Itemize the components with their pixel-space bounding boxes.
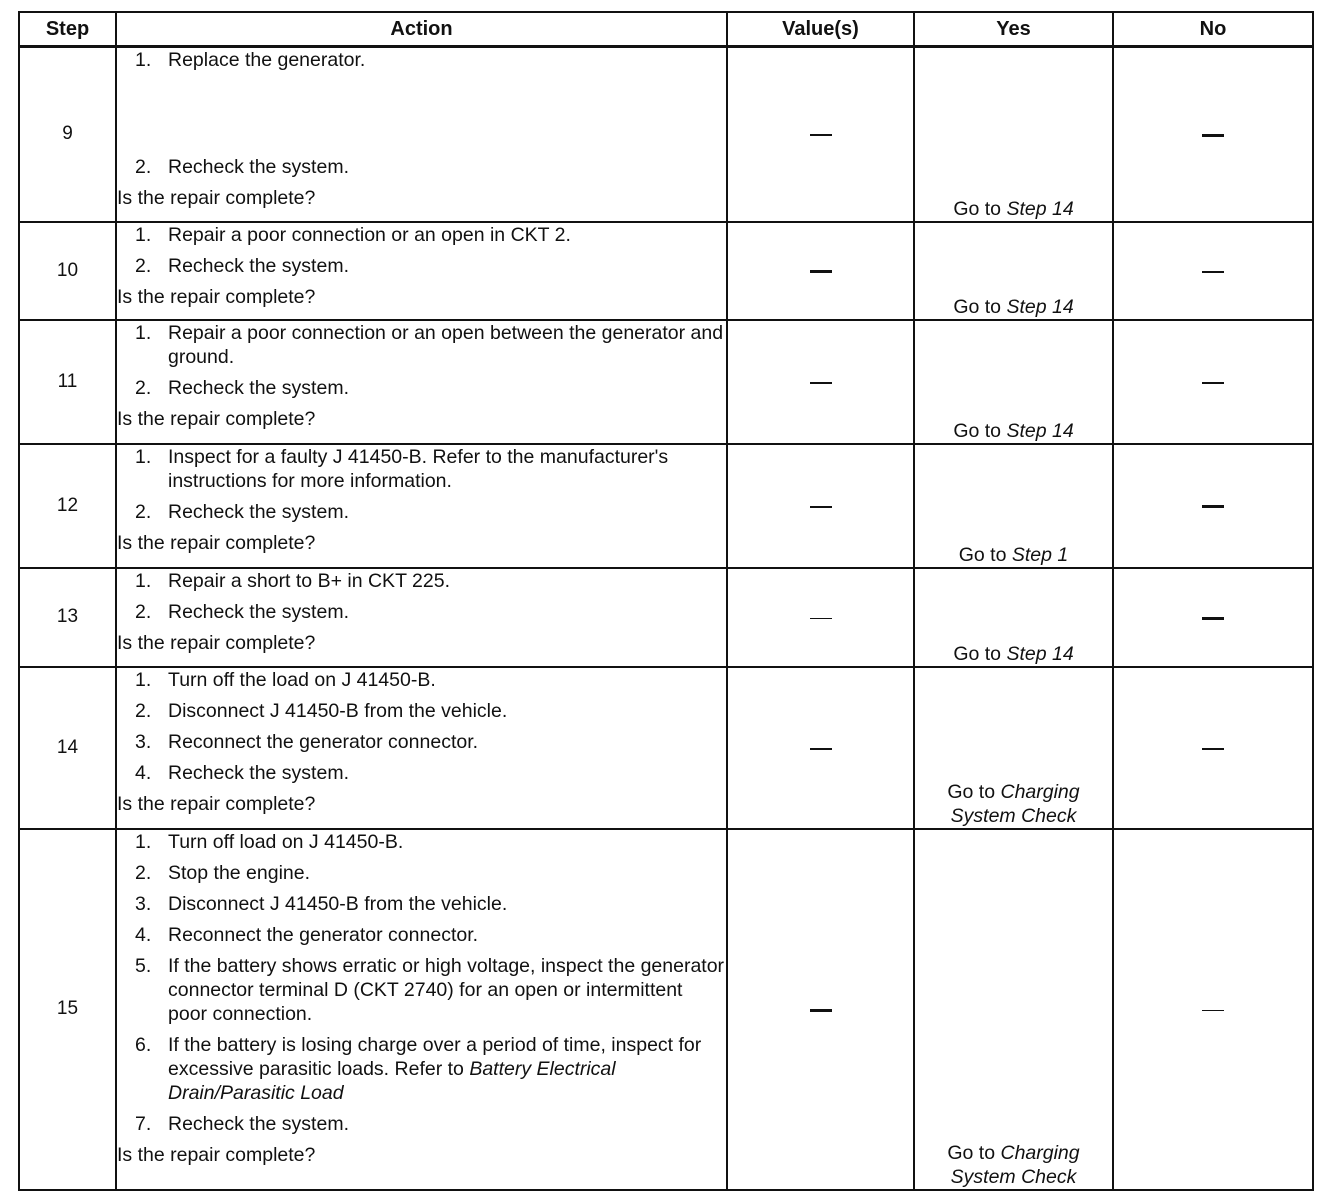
action-cell — [116, 320, 727, 444]
action-cell — [116, 47, 727, 222]
question-text: Is the repair complete? — [117, 1143, 316, 1166]
action-item: 2. Stop the engine. — [135, 861, 311, 884]
question-text: Is the repair complete? — [117, 631, 316, 654]
step-number: 10 — [19, 222, 116, 320]
action-item: 1. Repair a poor connection or an open in CKT 2. — [135, 223, 571, 246]
action-item: 1. Inspect for a faulty J 41450-B. Refer to the manufacturer's instructions for more information. — [135, 445, 669, 492]
no-cell — [1113, 667, 1313, 829]
empty-value-dash — [810, 748, 832, 750]
action-cell — [116, 829, 727, 1190]
no-cell — [1113, 222, 1313, 320]
empty-value-dash — [810, 134, 832, 136]
yes-cell: Go to Charging System Check — [914, 829, 1113, 1190]
goto-step-link[interactable]: Step 1 — [1011, 543, 1069, 566]
no-cell — [1113, 444, 1313, 568]
goto-step-link[interactable]: Step 14 — [1006, 419, 1074, 442]
empty-no-dash — [1202, 1010, 1224, 1011]
value-cell — [727, 47, 914, 222]
value-cell — [727, 444, 914, 568]
value-cell — [727, 829, 914, 1190]
table-row — [19, 222, 1313, 320]
empty-value-dash — [810, 506, 832, 508]
empty-value-dash — [810, 1009, 832, 1012]
goto-step-link[interactable]: Step 14 — [1006, 642, 1074, 665]
step-number: 12 — [19, 444, 116, 568]
header-no: No — [1113, 12, 1313, 47]
header-step: Step — [19, 12, 116, 47]
table-row — [19, 568, 1313, 667]
action-item: 1. Turn off load on J 41450-B. — [135, 830, 404, 853]
goto-charging-system-check-link[interactable]: Charging System Check — [950, 1142, 1080, 1188]
empty-no-dash — [1202, 748, 1224, 750]
battery-drain-link[interactable]: Battery Electrical Drain/Parasitic Load — [168, 1057, 616, 1104]
action-item: 2. Recheck the system. — [135, 156, 349, 178]
action-item: 2. Recheck the system. — [135, 376, 349, 399]
yes-cell: Go to Step 14 — [914, 47, 1113, 222]
diagnostic-table — [18, 11, 1314, 1191]
yes-cell: Go to Charging System Check — [914, 667, 1113, 829]
action-item: 2. Recheck the system. — [135, 500, 349, 523]
action-item: 3. Disconnect J 41450-B from the vehicle. — [135, 892, 508, 915]
header-values: Value(s) — [727, 12, 914, 47]
table-row — [19, 829, 1313, 1190]
table-row — [19, 47, 1313, 222]
header-row — [19, 12, 1313, 47]
question-text: Is the repair complete? — [117, 531, 316, 554]
action-item: 1. Repair a poor connection or an open between the generator and ground. — [135, 321, 724, 368]
goto-step-link[interactable]: Step 14 — [1006, 295, 1074, 318]
empty-value-dash — [810, 618, 832, 619]
action-item: 6. If the battery is losing charge over a period of time, inspect for excessive parasitic loads. Refer to Battery Electrical Drain/Parasitic Load — [135, 1033, 702, 1104]
table-row — [19, 444, 1313, 568]
header-yes: Yes — [914, 12, 1113, 47]
step-number: 13 — [19, 568, 116, 667]
action-item: 4. Reconnect the generator connector. — [135, 923, 479, 946]
action-item: 1. Turn off the load on J 41450-B. — [135, 668, 436, 691]
yes-cell: Go to Step 14 — [914, 320, 1113, 444]
action-cell — [116, 222, 727, 320]
question-text: Is the repair complete? — [117, 407, 316, 430]
no-cell — [1113, 47, 1313, 222]
goto-step-link[interactable]: Step 14 — [1006, 197, 1074, 220]
table-row — [19, 320, 1313, 444]
no-cell — [1113, 829, 1313, 1190]
empty-no-dash — [1202, 134, 1224, 137]
action-item: 1. Repair a short to B+ in CKT 225. — [135, 569, 450, 592]
empty-no-dash — [1202, 271, 1224, 273]
header-action: Action — [116, 12, 727, 47]
value-cell — [727, 320, 914, 444]
action-item: 3. Reconnect the generator connector. — [135, 730, 479, 753]
goto-charging-system-check-link[interactable]: Charging System Check — [950, 780, 1080, 827]
action-item: 5. If the battery shows erratic or high voltage, inspect the generator connector terminal D (CKT 2740) for an open or intermittent poor connection. — [135, 954, 725, 1025]
question-text: Is the repair complete? — [117, 285, 316, 308]
yes-cell: Go to Step 1 — [914, 444, 1113, 568]
action-cell — [116, 444, 727, 568]
empty-no-dash — [1202, 382, 1224, 384]
value-cell — [727, 222, 914, 320]
table-row — [19, 667, 1313, 829]
action-item: 4. Recheck the system. — [135, 761, 349, 784]
action-cell — [116, 568, 727, 667]
step-number: 9 — [19, 47, 116, 222]
action-item: 2. Disconnect J 41450-B from the vehicle. — [135, 699, 508, 722]
step-number: 15 — [19, 829, 116, 1190]
question-text: Is the repair complete? — [117, 792, 316, 815]
step-number: 14 — [19, 667, 116, 829]
action-item: 2. Recheck the system. — [135, 600, 349, 623]
no-cell — [1113, 568, 1313, 667]
question-text: Is the repair complete? — [117, 187, 316, 209]
step-number: 11 — [19, 320, 116, 444]
no-cell — [1113, 320, 1313, 444]
action-item: 7. Recheck the system. — [135, 1112, 349, 1135]
yes-cell: Go to Step 14 — [914, 222, 1113, 320]
action-cell — [116, 667, 727, 829]
empty-no-dash — [1202, 505, 1224, 508]
empty-no-dash — [1202, 617, 1224, 620]
empty-value-dash — [810, 382, 832, 384]
action-item: 1. Replace the generator. — [135, 49, 366, 71]
empty-value-dash — [810, 270, 832, 273]
value-cell — [727, 667, 914, 829]
yes-cell: Go to Step 14 — [914, 568, 1113, 667]
action-item: 2. Recheck the system. — [135, 254, 349, 277]
value-cell — [727, 568, 914, 667]
